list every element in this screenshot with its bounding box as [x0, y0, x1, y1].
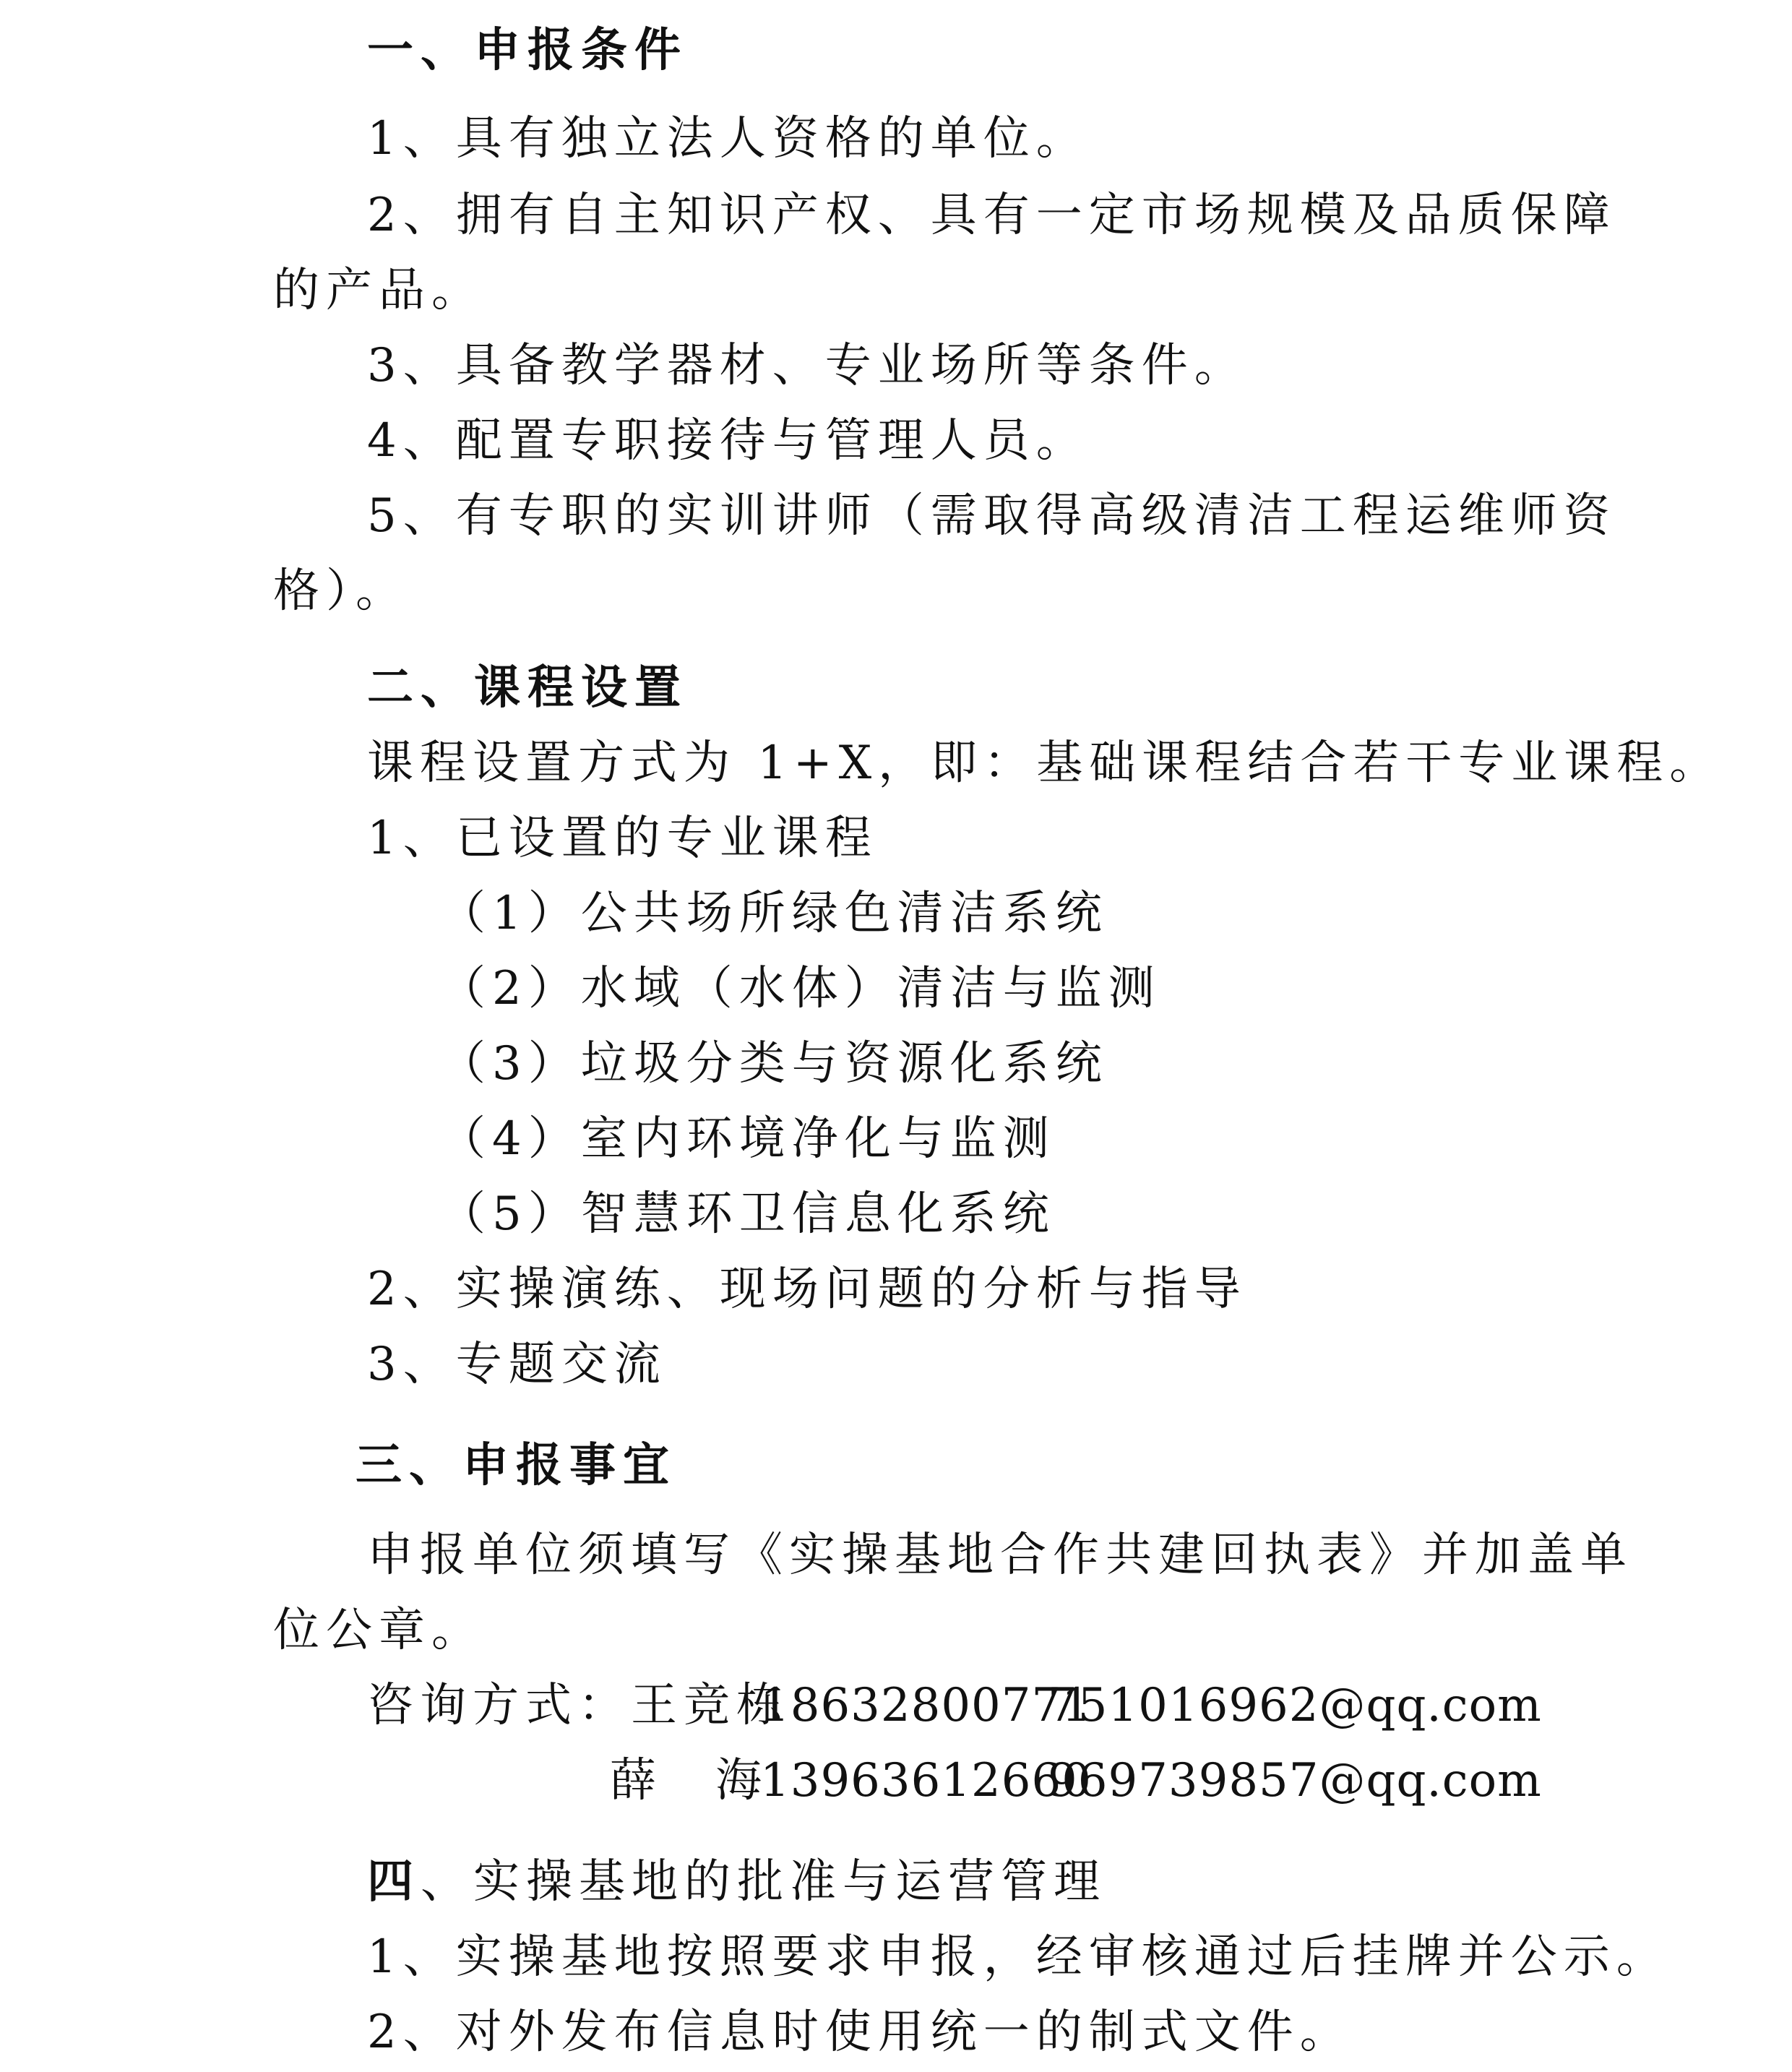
contact-1-name: 王竞栋 — [631, 1679, 789, 1732]
s4-item-1: 1、实操基地按照要求申报，经审核通过后挂牌并公示。 — [367, 1930, 1669, 1984]
s1-item-2-line-2: 的产品。 — [273, 264, 484, 317]
s1-item-1: 1、具有独立法人资格的单位。 — [367, 112, 1089, 165]
s3-paragraph-line-1: 申报单位须填写《实操基地合作共建回执表》并加盖单 — [367, 1529, 1633, 1582]
contact-1-phone: 18632800771 — [760, 1679, 1092, 1732]
contact-row-1 — [367, 1677, 789, 1734]
s2-item-3: 3、专题交流 — [367, 1338, 667, 1391]
section-4-heading — [367, 1853, 1106, 1911]
section-1-heading: 一、申报条件 — [367, 24, 688, 77]
s2-course-1: （1）公共场所绿色清洁系统 — [439, 887, 1108, 940]
contact-2-email[interactable]: 969739857@qq.com — [1048, 1754, 1542, 1807]
s1-item-2-line-1: 2、拥有自主知识产权、具有一定市场规模及品质保障 — [367, 189, 1616, 242]
s1-item-4: 4、配置专职接待与管理人员。 — [367, 414, 1089, 468]
section-4-heading-text: 、实操基地的批准与运营管理 — [421, 1855, 1106, 1909]
s2-course-2: （2）水域（水体）清洁与监测 — [439, 962, 1161, 1015]
contact-2-name: 薛 海 — [610, 1754, 768, 1807]
contact-label: 咨询方式： — [367, 1679, 631, 1732]
s1-item-3: 3、具备教学器材、专业场所等条件。 — [367, 339, 1247, 392]
s4-item-2: 2、对外发布信息时使用统一的制式文件。 — [367, 2006, 1353, 2059]
s1-item-5-line-2: 格）。 — [273, 564, 408, 618]
contact-2-phone: 13963612660 — [760, 1754, 1092, 1807]
s1-item-5-line-1: 5、有专职的实训讲师（需取得高级清洁工程运维师资 — [367, 489, 1616, 543]
s3-paragraph-line-2: 位公章。 — [273, 1604, 484, 1657]
section-4-heading-number: 四 — [367, 1855, 421, 1909]
section-3-heading: 三、申报事宜 — [356, 1439, 676, 1492]
s2-course-4: （4）室内环境净化与监测 — [439, 1112, 1056, 1166]
s2-course-5: （5）智慧环卫信息化系统 — [439, 1187, 1056, 1241]
s2-intro: 课程设置方式为 1+X，即：基础课程结合若干专业课程。 — [367, 736, 1723, 790]
s2-course-3: （3）垃圾分类与资源化系统 — [439, 1037, 1108, 1091]
s2-item-2: 2、实操演练、现场问题的分析与指导 — [367, 1263, 1247, 1316]
s2-item-1: 1、已设置的专业课程 — [367, 812, 878, 865]
contact-1-email[interactable]: 751016962@qq.com — [1048, 1679, 1542, 1732]
section-2-heading: 二、课程设置 — [367, 661, 688, 715]
